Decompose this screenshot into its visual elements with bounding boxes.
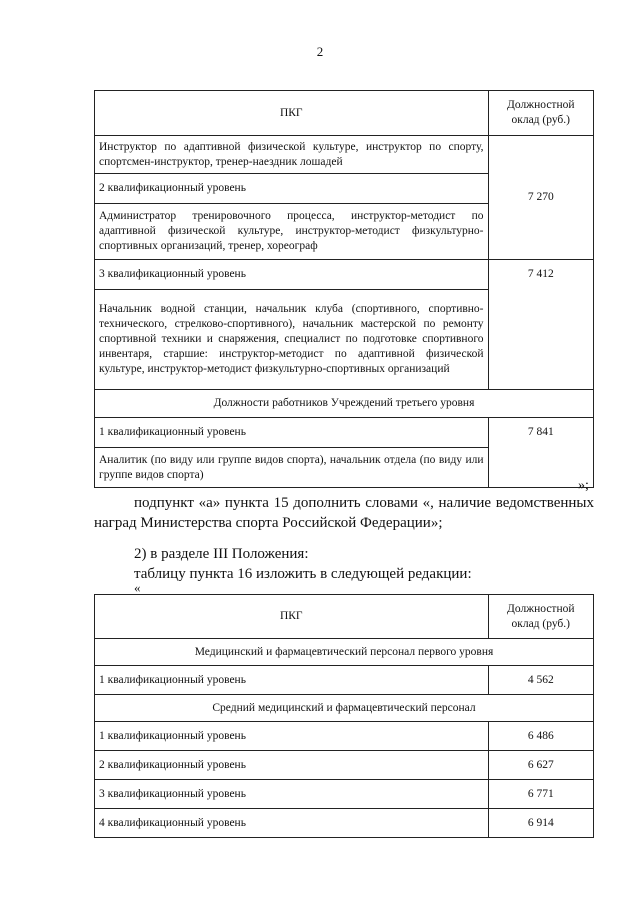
section-heading: Должности работников Учреждений третьего уровня bbox=[95, 390, 594, 418]
table-row bbox=[95, 780, 594, 809]
paragraph-section-iii: 2) в разделе III Положения: bbox=[134, 546, 309, 562]
qualification-level: 3 квалификационный уровень bbox=[95, 780, 489, 809]
section-heading: Средний медицинский и фармацевтический персонал bbox=[95, 695, 594, 722]
qualification-level: 1 квалификационный уровень bbox=[95, 418, 489, 448]
table-row bbox=[95, 136, 594, 174]
header-pkg: ПКГ bbox=[95, 595, 489, 639]
salary-value: 6 914 bbox=[488, 809, 593, 838]
header-salary: Должностной оклад (руб.) bbox=[488, 595, 593, 639]
qualification-level: 3 квалификационный уровень bbox=[95, 260, 489, 290]
page-number: 2 bbox=[316, 44, 324, 59]
qualification-level: 2 квалификационный уровень bbox=[95, 174, 489, 204]
position-description: Начальник водной станции, начальник клуба (спортивного, спортивно-технического, стрелково-спортивного), начальник мастерской по ремонту спортивной техники и снаряжения, специалист по подготовке спортивного инвентаря, старшие: инструктор-методист по адаптивной физической культуре, инструктор-методист физкультурно-спортивных организаций bbox=[95, 290, 489, 390]
table-section-row bbox=[95, 695, 594, 722]
salary-value: 6 771 bbox=[488, 780, 593, 809]
paragraph-amendment: подпункт «а» пункта 15 дополнить словами «, наличие ведомственных наград Министерства спорта Российской Федерации»; bbox=[94, 495, 594, 531]
salary-value: 6 627 bbox=[488, 751, 593, 780]
table-header-row bbox=[95, 595, 594, 639]
table-header-row bbox=[95, 91, 594, 136]
table-row bbox=[95, 418, 594, 448]
position-description: Администратор тренировочного процесса, инструктор-методист по адаптивной физической культуре, инструктор-методист физкультурно-спортивных организаций, тренер, хореограф bbox=[95, 204, 489, 260]
table-row bbox=[95, 722, 594, 751]
table-row bbox=[95, 809, 594, 838]
section-heading: Медицинский и фармацевтический персонал первого уровня bbox=[95, 639, 594, 666]
position-description: Аналитик (по виду или группе видов спорта), начальник отдела (по виду или группе видов спорта) bbox=[95, 448, 489, 488]
qualification-level: 1 квалификационный уровень bbox=[95, 666, 489, 695]
salary-table-2 bbox=[94, 594, 594, 838]
table-row bbox=[95, 666, 594, 695]
qualification-level: 1 квалификационный уровень bbox=[95, 722, 489, 751]
header-pkg: ПКГ bbox=[95, 91, 489, 136]
opening-quote: « bbox=[134, 580, 141, 595]
qualification-level: 2 квалификационный уровень bbox=[95, 751, 489, 780]
salary-table-1 bbox=[94, 90, 594, 488]
paragraph-table-16: таблицу пункта 16 изложить в следующей редакции: bbox=[134, 566, 472, 582]
salary-value: 7 412 bbox=[488, 260, 593, 390]
qualification-level: 4 квалификационный уровень bbox=[95, 809, 489, 838]
salary-value: 7 270 bbox=[488, 136, 593, 260]
closing-quote: »; bbox=[578, 478, 589, 493]
salary-value: 7 841 bbox=[488, 418, 593, 488]
table-section-row bbox=[95, 390, 594, 418]
position-description: Инструктор по адаптивной физической культуре, инструктор по спорту, спортсмен-инструктор, тренер-наездник лошадей bbox=[95, 136, 489, 174]
table-section-row bbox=[95, 639, 594, 666]
header-salary: Должностной оклад (руб.) bbox=[488, 91, 593, 136]
salary-value: 6 486 bbox=[488, 722, 593, 751]
table-row bbox=[95, 751, 594, 780]
table-row bbox=[95, 260, 594, 290]
salary-value: 4 562 bbox=[488, 666, 593, 695]
